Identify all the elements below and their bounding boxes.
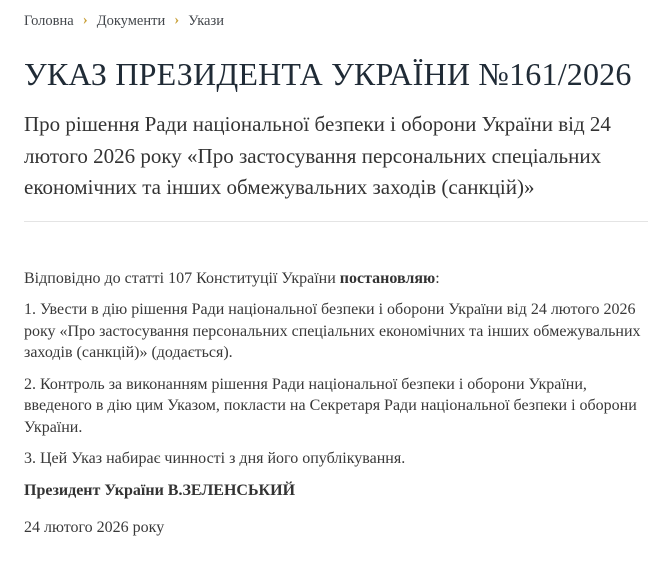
signature-line: Президент України В.ЗЕЛЕНСЬКИЙ	[24, 481, 296, 499]
intro-prefix-text: Відповідно до статті 107 Конституції України	[24, 269, 336, 287]
intro-suffix-text: :	[435, 269, 440, 287]
decree-subtitle: Про рішення Ради національної безпеки і оборони України від 24 лютого 2026 року «Про застосування персональних спеціальних економічних та інших обмежувальних заходів (санкцій)»	[24, 112, 611, 200]
divider	[24, 221, 648, 222]
breadcrumb-item-decrees[interactable]: Укази	[188, 13, 224, 29]
decree-date: 24 лютого 2026 року	[24, 519, 165, 537]
page-title: УКАЗ ПРЕЗИДЕНТА УКРАЇНИ №161/2026	[24, 56, 632, 92]
breadcrumb-item-documents[interactable]: Документи	[96, 13, 166, 29]
breadcrumb	[24, 12, 644, 31]
intro-paragraph	[24, 268, 644, 290]
chevron-right-icon: ›	[82, 12, 88, 28]
intro-bold-text: постановляю	[339, 269, 436, 287]
decree-item-1: 1. Увести в дію рішення Ради національної безпеки і оборони України від 24 лютого 2026 року «Про застосування персональних спеціальних економічних та інших обмежувальних заходів (санкцій)» (додається).	[24, 301, 641, 362]
chevron-right-icon: ›	[174, 12, 180, 28]
decree-item-2: 2. Контроль за виконанням рішення Ради національної безпеки і оборони України, введеного в дію цим Указом, покласти на Секретаря Ради національної безпеки і оборони України.	[24, 375, 637, 436]
decree-item-3: 3. Цей Указ набирає чинності з дня його опублікування.	[24, 450, 406, 468]
breadcrumb-item-home[interactable]: Головна	[24, 13, 74, 29]
decree-body	[24, 268, 644, 539]
